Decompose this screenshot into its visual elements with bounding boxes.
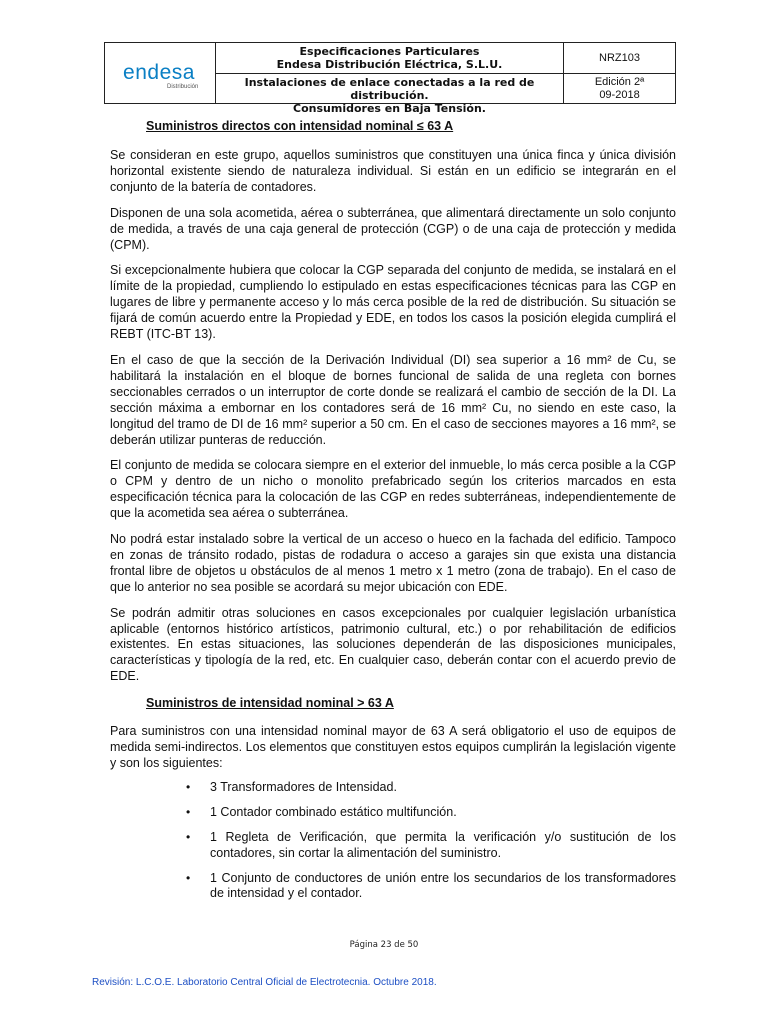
paragraph: En el caso de que la sección de la Derivación Individual (DI) sea superior a 16 mm² de Cu, se habilitará la instalación en el bloque de bornes funcional de salida de una regleta con bornes seccionables cerrados o un interruptor de corte donde se realizará el cambio de sección de la DI. La sección máxima a embornar en los contadores será de 16 mm² Cu, no siendo en este caso, la longitud del tramo de DI de 16 mm² superior a 50 cm. En el caso de secciones mayores a 16 mm², se deberán utilizar punteras de reducción.	[110, 352, 676, 447]
section-title-semi-indirect: Suministros de intensidad nominal > 63 A	[146, 696, 394, 711]
logo-wordmark: endesa	[123, 61, 195, 84]
paragraph: El conjunto de medida se colocara siempre en el exterior del inmueble, lo más cerca posible a la CGP o CPM y dentro de un nicho o monolito prefabricado según los criterios marcados en esta especificación técnica para la colocación de las CGP en redes subterráneas, independientemente de que la acometida sea aérea o subterránea.	[110, 458, 676, 521]
document-header	[104, 42, 676, 115]
doc-code: NRZ103	[599, 52, 640, 64]
paragraph: Para suministros con una intensidad nominal mayor de 63 A será obligatorio el uso de equipos de medida semi-indirectos. Los elementos que constituyen estos equipos cumplirán la legislación vigente y son los siguientes:	[110, 724, 676, 770]
bullet-icon: •	[186, 829, 191, 844]
section-title-direct: Suministros directos con intensidad nominal ≤ 63 A	[146, 119, 454, 133]
list-item: • 1 Contador combinado estático multifunción.	[186, 804, 457, 819]
header-subtitle	[216, 76, 563, 115]
page-content	[110, 118, 676, 902]
header-title	[216, 45, 563, 71]
bullet-icon: •	[186, 779, 191, 794]
bullet-icon: •	[186, 870, 191, 885]
list-item: • 1 Conjunto de conductores de unión entre los secundarios de los transformadores de intensidad y el contador.	[186, 870, 676, 901]
paragraph: Se consideran en este grupo, aquellos suministros que constituyen una única finca y única división horizontal existente siendo de naturaleza individual. Si están en un edificio se integrarán en el conjunto de la batería de contadores.	[110, 148, 676, 194]
equipment-list	[110, 780, 676, 902]
edition-info	[564, 76, 675, 102]
list-item: • 3 Transformadores de Intensidad.	[186, 779, 397, 794]
paragraph: Si excepcionalmente hubiera que colocar la CGP separada del conjunto de medida, se instalará en el límite de la propiedad, cumpliendo lo estipulado en estas especificaciones técnicas para las CGP en lugares de libre y permanente acceso y lo más cerca posible de la red de distribución. Su situación se fijará de común acuerdo entre la Propiedad y EDE, en todos los casos la posición elegida cumplirá el REBT (ITC-BT 13).	[110, 263, 676, 342]
header-subtitle-line1: Instalaciones de enlace conectadas a la red de distribución.	[244, 76, 535, 102]
page-number: Página 23 de 50	[349, 940, 419, 950]
paragraph: Disponen de una sola acometida, aérea o subterránea, que alimentará directamente un solo conjunto de medida, a través de una caja general de protección (CGP) o de una caja de protección y medida (CPM).	[110, 205, 676, 252]
header-subtitle-line2: Consumidores en Baja Tensión.	[293, 102, 486, 115]
bullet-icon: •	[186, 804, 191, 819]
edition-date: 09-2018	[599, 89, 640, 101]
revision-note: Revisión: L.C.O.E. Laboratorio Central Oficial de Electrotecnia. Octubre 2018.	[92, 977, 437, 988]
paragraph: No podrá estar instalado sobre la vertical de un acceso o hueco en la fachada del edificio. Tampoco en zonas de tránsito rodado, pistas de rodadura o acceso a garajes sin que exista una distancia frontal libre de objetos u obstáculos de al menos 1 metro x 1 metro (zona de trabajo). En el caso de que lo anterior no sea posible se acordará su mejor ubicación con EDE.	[110, 532, 676, 594]
edition: Edición 2ª	[594, 76, 645, 88]
list-item: • 1 Regleta de Verificación, que permita la verificación y/o sustitución de los contadores, sin cortar la alimentación del suministro.	[186, 829, 676, 860]
paragraph: Se podrán admitir otras soluciones en casos excepcionales por cualquier legislación urbanística aplicable (entornos histórico artísticos, patrimonio cultural, etc.) o por rehabilitación de edificios existentes. En estas situaciones, las soluciones dependerán de las disposiciones municipales, características y tipología de la red, etc. En cualquier caso, deberán contar con el acuerdo previo de EDE.	[110, 605, 676, 684]
logo-subtitle: Distribución	[167, 84, 199, 90]
header-title-line1: Especificaciones Particulares	[299, 45, 480, 58]
header-title-line2: Endesa Distribución Eléctrica, S.L.U.	[276, 58, 503, 71]
endesa-logo	[105, 43, 215, 103]
